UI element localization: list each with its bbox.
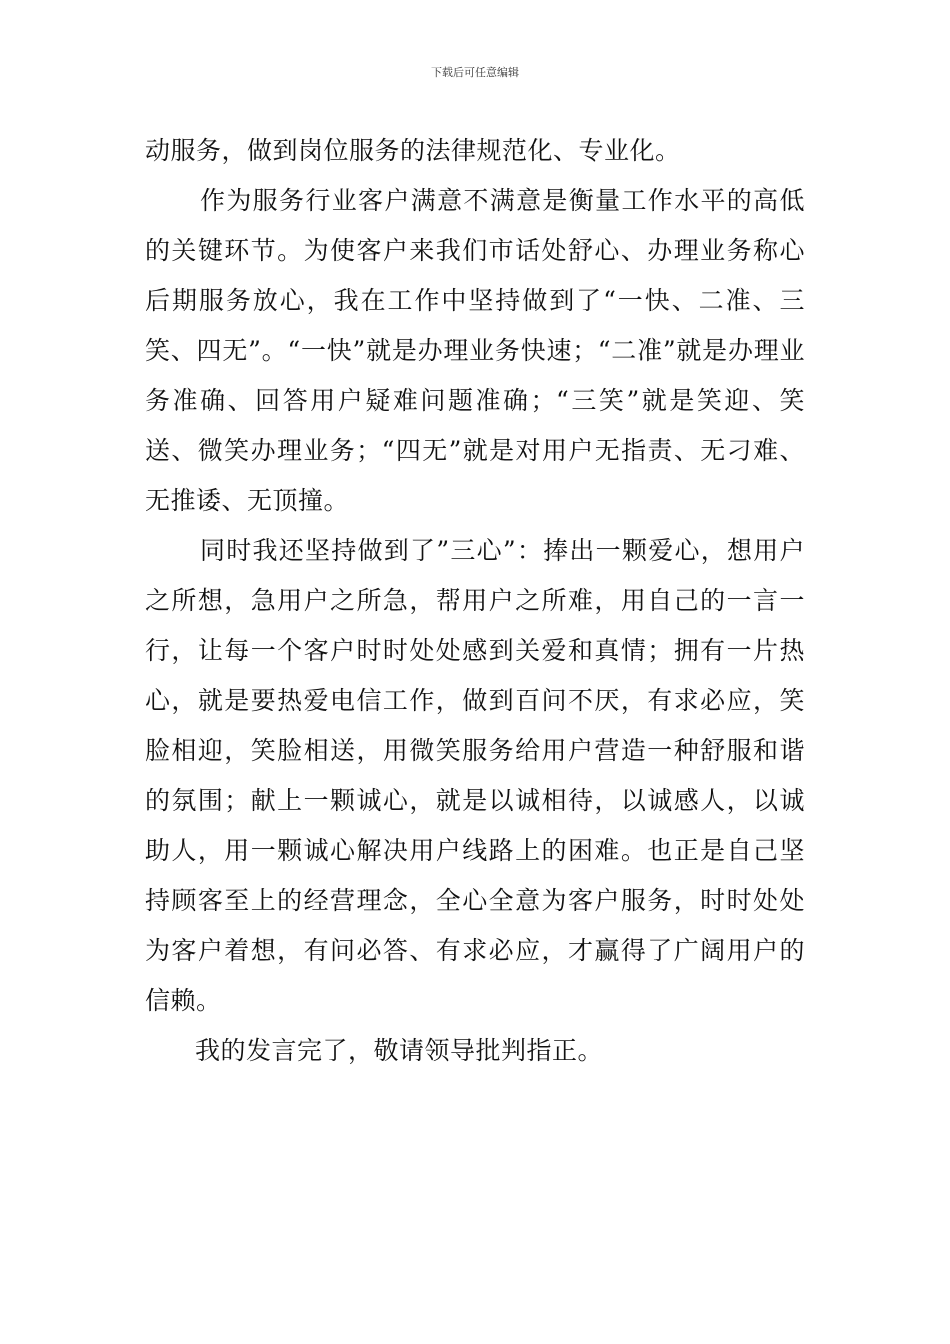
paragraph-three-hearts: 同时我还坚持做到了”三心”：捧出一颗爱心，想用户之所想，急用户之所急，帮用户之所难，用自己的一言一行，让每一个客户时时处处感到关爱和真情；拥有一片热心，就是要热爱电信工作，做到百问不厌，有求必应，笑脸相迎，笑脸相送，用微笑服务给用户营造一种舒服和谐的氛围；献上一颗诚心，就是以诚相待，以诚感人，以诚助人，用一颗诚心解决用户线路上的困难。也正是自己坚持顾客至上的经营理念，全心全意为客户服务，时时处处为客户着想，有问必答、有求必应，才赢得了广阔用户的信赖。 bbox=[145, 536, 805, 1015]
paragraph-continuation: 动服务，做到岗位服务的法律规范化、专业化。 bbox=[145, 136, 681, 165]
paragraph-closing: 我的发言完了，敬请领导批判指正。 bbox=[195, 1036, 604, 1065]
page-header-note: 下载后可任意编辑 bbox=[431, 66, 519, 79]
paragraph-service-standards: 作为服务行业客户满意不满意是衡量工作水平的高低的关键环节。为使客户来我们市话处舒心、办理业务称心后期服务放心，我在工作中坚持做到了“一快、二准、三笑、四无”。“一快”就是办理业务快速；“二准”就是办理业务准确、回答用户疑难问题准确；“三笑”就是笑迎、笑送、微笑办理业务；“四无”就是对用户无指责、无刁难、无推诿、无顶撞。 bbox=[145, 186, 805, 515]
document-body bbox=[145, 126, 805, 1076]
